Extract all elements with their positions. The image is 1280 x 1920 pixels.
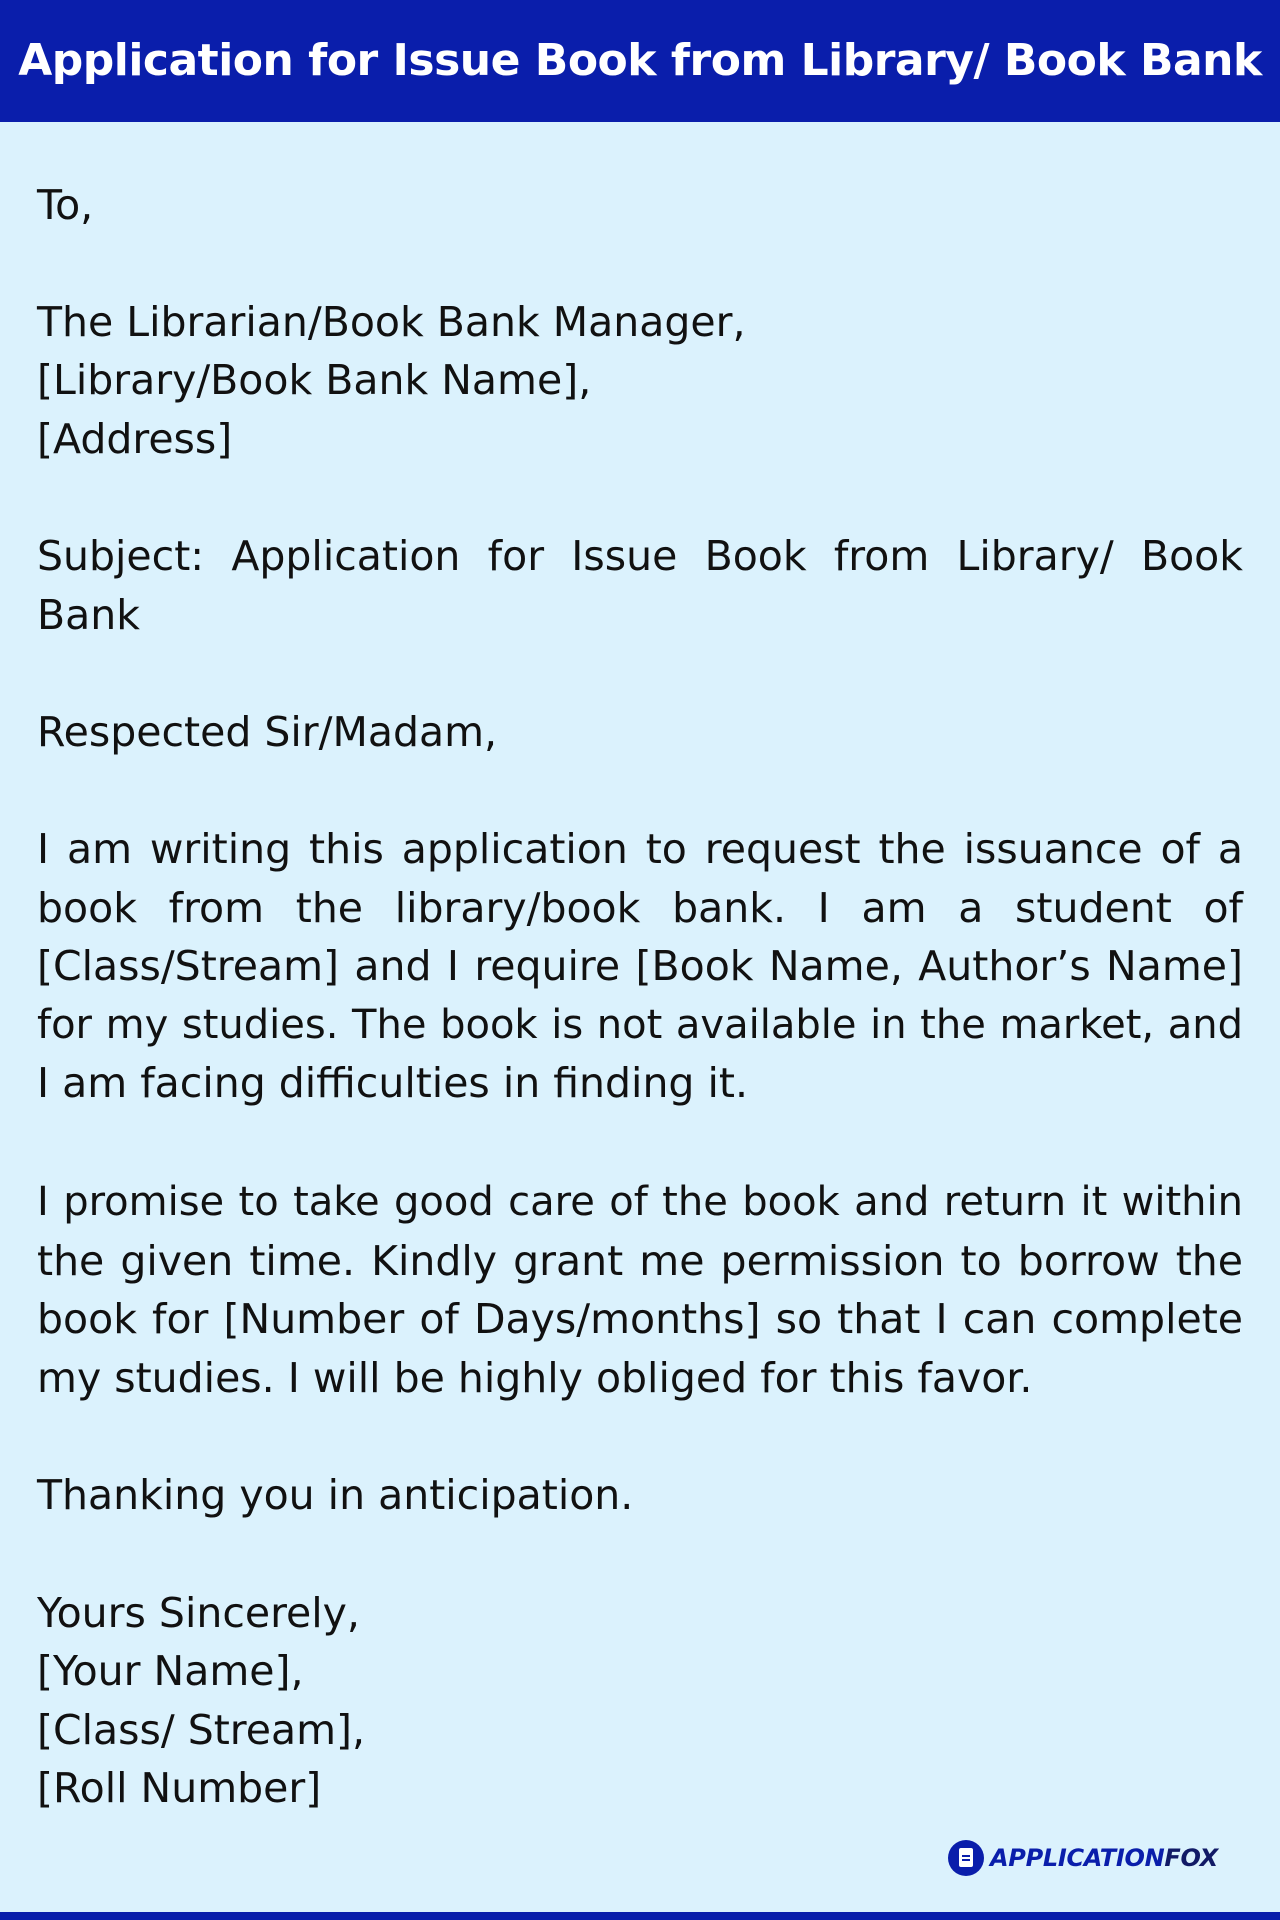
salutation-to: To,: [37, 181, 94, 229]
page-title: Application for Issue Book from Library/ Book Bank: [18, 35, 1262, 86]
document-icon: [948, 1840, 984, 1876]
greeting: Respected Sir/Madam,: [37, 708, 498, 756]
paragraph-line: [Class/Stream] and I require [Book Name, Author’s Name]: [37, 942, 1243, 990]
brand-name: [990, 1844, 1218, 1872]
paragraph-line: book from the library/book bank. I am a student of: [37, 884, 1243, 932]
recipient-line: [Library/Book Bank Name],: [37, 356, 592, 404]
signoff-line: [Roll Number]: [37, 1764, 322, 1812]
signoff-line: [Class/ Stream],: [37, 1706, 366, 1754]
paragraph-line: the given time. Kindly grant me permission to borrow the: [37, 1237, 1243, 1285]
brand-name-part1: APPLICATION: [990, 1844, 1165, 1872]
closing-note: Thanking you in anticipation.: [37, 1471, 634, 1519]
recipient-line: The Librarian/Book Bank Manager,: [37, 298, 746, 346]
signoff-line: [Your Name],: [37, 1647, 304, 1695]
brand-name-part2: FOX: [1164, 1844, 1218, 1872]
header-bar: [0, 0, 1280, 122]
paragraph-line: I am facing difficulties in finding it.: [37, 1059, 748, 1107]
recipient-line: [Address]: [37, 415, 233, 463]
brand-logo: [948, 1838, 1218, 1878]
signoff-line: Yours Sincerely,: [37, 1589, 360, 1637]
paragraph-line: book for [Number of Days/months] so that I can complete: [37, 1295, 1243, 1343]
paragraph-line: I am writing this application to request the issuance of a: [37, 825, 1243, 873]
footer-bar: [0, 1912, 1280, 1920]
subject-line: Bank: [37, 591, 140, 639]
subject-line: Subject: Application for Issue Book from Library/ Book: [37, 532, 1243, 580]
paragraph-line: my studies. I will be highly obliged for this favor.: [37, 1354, 1033, 1402]
paragraph-line: I promise to take good care of the book and return it within: [37, 1179, 1243, 1225]
paragraph-line: for my studies. The book is not available in the market, and: [37, 1002, 1243, 1048]
